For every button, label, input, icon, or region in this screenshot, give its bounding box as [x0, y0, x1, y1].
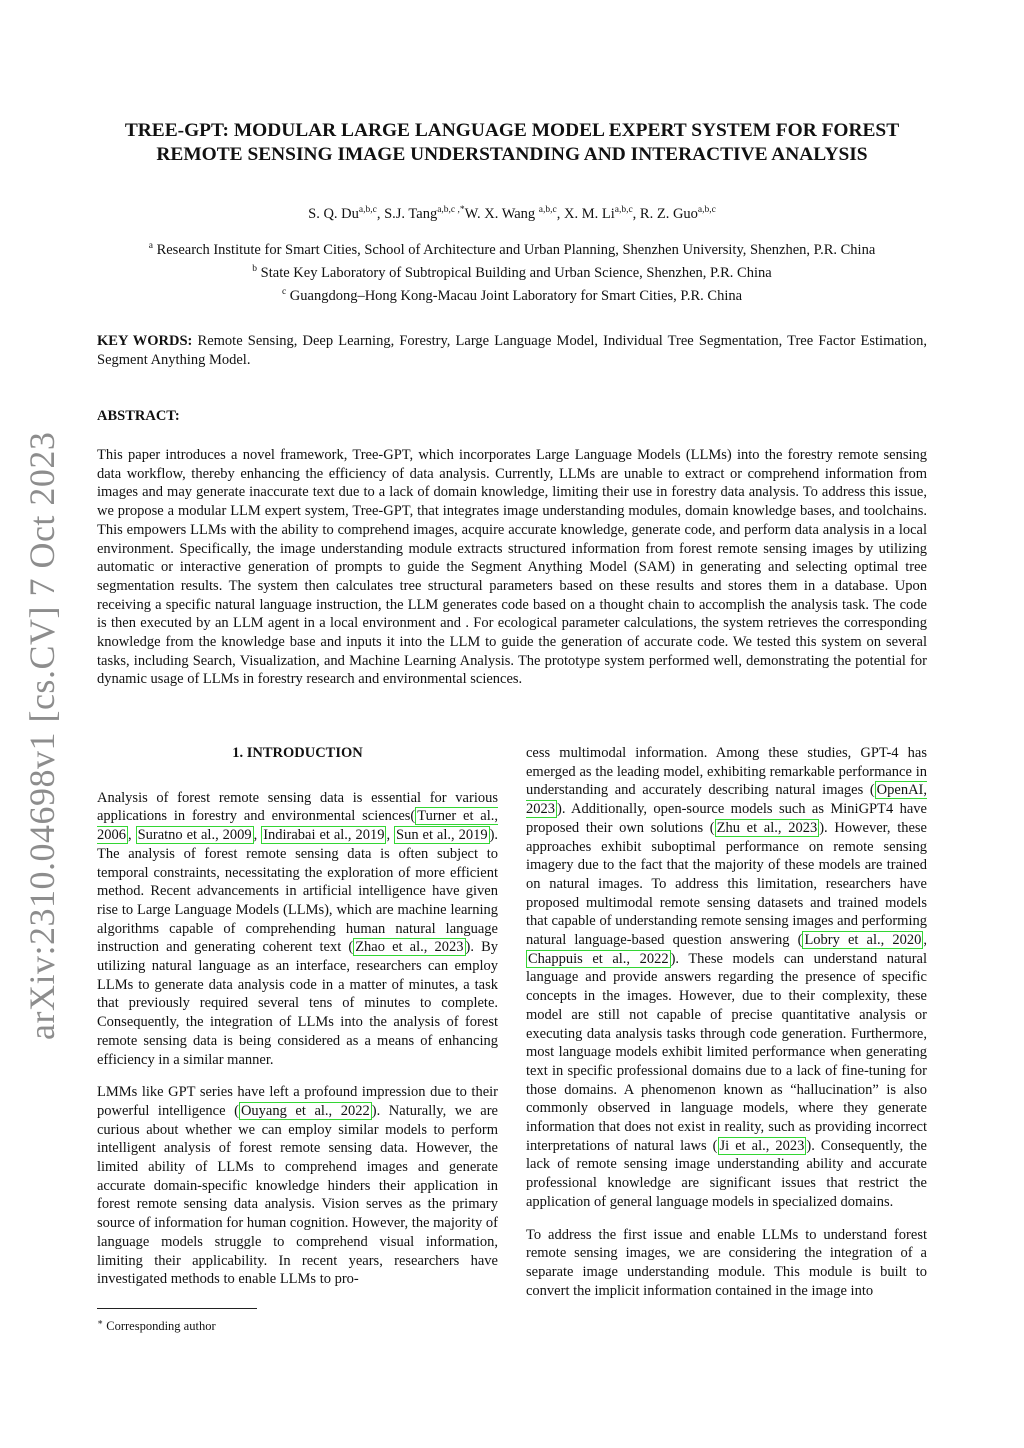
abstract-text: This paper introduces a novel framework, Tree-GPT, which incorporates Large Language Models (LLMs) into the forestry remote sensing data workflow, thereby enhancing the efficiency of data analysis. Currently, LLMs are unable to extract or comprehend information from images and may generate inaccurate text due to a lack of domain knowledge, limiting their use in forestry data analysis. To address this issue, we propose a modular LLM expert system, Tree-GPT, that integrates image understanding modules, domain knowledge bases, and toolchains. This empowers LLMs with the ability to comprehend images, acquire accurate knowledge, generate code, and perform data analysis in a local environment. Specifically, the image understanding module extracts structured information from forest remote sensing images by utilizing automatic or interactive generation of prompts to guide the Segment Anything Model (SAM) in generating and selecting optimal tree segmentation results. The system then calculates tree structural parameters based on these results and stores them in a database. Upon receiving a specific natural language instruction, the LLM generates code based on a thought chain to accomplish the analysis task. The code is then executed by an LLM agent in a local environment and . For ecological parameter calculations, the system retrieves the corresponding knowledge from the knowledge base and inputs it into the LLM to guide the generation of accurate code. We tested this system on several tasks, including Search, Visualization, and Machine Learning Analysis. The prototype system performed well, demonstrating the potential for dynamic usage of LLMs in forestry research and environmental sciences. — [97, 447, 927, 688]
footnote-divider — [97, 1308, 257, 1309]
affiliation-mark: a — [148, 241, 153, 251]
paper-title — [97, 119, 927, 167]
author-affiliation-mark: a,b,c — [358, 205, 377, 215]
author-separator: , — [376, 205, 385, 222]
citation-link[interactable]: Sun et al., 2019 — [396, 827, 488, 844]
right-column — [526, 744, 927, 1314]
citation-link[interactable]: Indirabai et al., 2019 — [263, 827, 385, 844]
author-affiliation-mark: a,b,c ,* — [437, 205, 465, 215]
affiliation-list — [97, 237, 927, 305]
paragraph-text: ). Additionally, open-source models such as MiniGPT4 have proposed their own solutions ( — [526, 801, 927, 836]
paragraph — [97, 1083, 498, 1289]
title-line-2: REMOTE SENSING IMAGE UNDERSTANDING AND INTERACTIVE ANALYSIS — [156, 144, 868, 165]
author-name: S.J. Tang — [384, 205, 438, 222]
author-affiliation-mark: a,b,c — [614, 205, 633, 215]
affiliation-text: Guangdong–Hong Kong-Macau Joint Laboratory for Smart Cities, P.R. China — [286, 287, 743, 304]
author-name: S. Q. Du — [308, 205, 359, 222]
author-name: X. M. Li — [563, 205, 615, 222]
section-heading-introduction: 1. INTRODUCTION — [232, 745, 363, 761]
author-affiliation-mark: a,b,c — [538, 205, 557, 215]
affiliation-item — [97, 260, 927, 283]
keywords-label: KEY WORDS: — [97, 333, 193, 349]
footnote — [97, 1314, 216, 1334]
author-separator: , — [556, 205, 564, 222]
citation-link[interactable]: OpenAI, 2023 — [526, 782, 927, 818]
title-line-1: TREE-GPT: MODULAR LARGE LANGUAGE MODEL EXPERT SYSTEM FOR FOREST — [124, 120, 900, 141]
paragraph-text: ). Naturally, we are curious about whether we can employ similar models to perform intelligent analysis of forest remote sensing data. However, the limited ability of LLMs to comprehend images and generate accurate domain-specific knowledge hinders their application in forest remote sensing data analysis. Vision serves as the primary source of information for human cognition. However, the majority of language models struggle to comprehend visual information, limiting their applicability. In recent years, researchers have investigated methods to enable LLMs to pro- — [97, 1102, 498, 1288]
citation-link[interactable]: Ji et al., 2023 — [719, 1137, 805, 1154]
paragraph-text: , — [923, 932, 927, 949]
affiliation-text: Research Institute for Smart Cities, School of Architecture and Urban Planning, Shenzhen University, Shenzhen, P.R. China — [152, 241, 876, 258]
paragraph-text: ). However, these approaches exhibit suboptimal performance on remote sensing imagery due to the fact that the majority of these models are trained on natural images. To address this limitation, researchers have proposed multimodal remote sensing datasets and trained models that capable of understanding remote sensing images and performing natural language-based question answering ( — [526, 819, 927, 949]
paragraph-text: ). Consequently, the lack of remote sensing image understanding ability and accurate professional knowledge are significant issues that restrict the application of general language models in specialized domains. — [526, 1137, 927, 1210]
arxiv-identifier[interactable]: arXiv:2310.04698v1 [cs.CV] 7 Oct 2023 — [22, 431, 62, 1040]
paragraph-text: ). These models can understand natural language and provide answers regarding the presence of specific concepts in the images. However, due to their complexity, these model are still not capable of precise quantitative analysis or executing data analysis tasks through code generation. Furthermore, most language models exhibit limited performance when generating text in specific professional domains due to a lack of fine-tuning for those domains. A phenomenon known as “hallucination” is also commonly observed in language models, where they generate information that does not exist in reality, such as providing incorrect interpretations of natural laws ( — [526, 950, 927, 1154]
left-column — [97, 744, 498, 1303]
paragraph-text: , — [128, 827, 136, 844]
affiliation-text: State Key Laboratory of Subtropical Building and Urban Science, Shenzhen, P.R. China — [257, 264, 772, 281]
paragraph — [526, 1226, 927, 1301]
citation-link[interactable]: Turner et al., 2006 — [97, 808, 498, 844]
footnote-text: Corresponding author — [103, 1319, 216, 1334]
paragraph-text: To address the first issue and enable LLMs to understand forest remote sensing images, we are considering the integration of a separate image understanding module. This module is built to convert the implicit information contained in the image into — [526, 1226, 927, 1299]
citation-link[interactable]: Zhao et al., 2023 — [355, 939, 464, 956]
citation-link[interactable]: Suratno et al., 2009 — [137, 827, 252, 844]
affiliation-mark: b — [252, 263, 258, 274]
author-name: W. X. Wang — [464, 205, 539, 222]
citation-link[interactable]: Lobry et al., 2020 — [804, 932, 922, 949]
citation-link[interactable]: Chappuis et al., 2022 — [528, 950, 669, 967]
paragraph-text: , — [386, 827, 395, 844]
paragraph — [97, 789, 498, 1070]
paragraph-text: ). The analysis of forest remote sensing data is often subject to temporal constraints, necessitating the exploration of more efficient method. Recent advancements in artificial intelligence have given rise to Large Language Models (LLMs), which are machine learning algorithms capable of comprehending human natural language instruction and generating coherent text ( — [97, 827, 499, 956]
paragraph-text: Analysis of forest remote sensing data is essential for various applications in forestry and environmental sciences( — [97, 789, 498, 825]
footnote-mark: ∗ — [97, 1317, 104, 1327]
affiliation-item — [97, 237, 927, 260]
author-separator: , — [632, 205, 640, 222]
affiliation-mark: c — [281, 286, 287, 297]
abstract-heading: ABSTRACT: — [97, 408, 180, 424]
author-affiliation-mark: a,b,c — [697, 205, 716, 215]
author-name: R. Z. Guo — [639, 205, 698, 222]
paragraph — [526, 744, 927, 1212]
paragraph-text: ). By utilizing natural language as an interface, researchers can employ LLMs to generate data analysis code in a matter of minutes, a task that previously required several tens of minutes to complete. Consequently, the integration of LLMs into the analysis of forest remote sensing data is being considered as a means of enhancing efficiency in a similar manner. — [97, 939, 499, 1068]
keywords-text: Remote Sensing, Deep Learning, Forestry, Large Language Model, Individual Tree Segmentation, Tree Factor Estimation, Segment Anything Model. — [97, 333, 927, 368]
author-list — [97, 200, 927, 224]
citation-link[interactable]: Ouyang et al., 2022 — [240, 1102, 370, 1119]
citation-link[interactable]: Zhu et al., 2023 — [716, 819, 818, 836]
paragraph-text: cess multimodal information. Among these studies, GPT-4 has emerged as the leading model, exhibiting remarkable performance in understanding and accurately describing natural images ( — [526, 745, 927, 799]
keywords — [97, 332, 927, 370]
paragraph-text: LMMs like GPT series have left a profound impression due to their powerful intelligence ( — [97, 1084, 498, 1119]
paragraph-text: , — [253, 827, 262, 844]
affiliation-item — [97, 283, 927, 306]
